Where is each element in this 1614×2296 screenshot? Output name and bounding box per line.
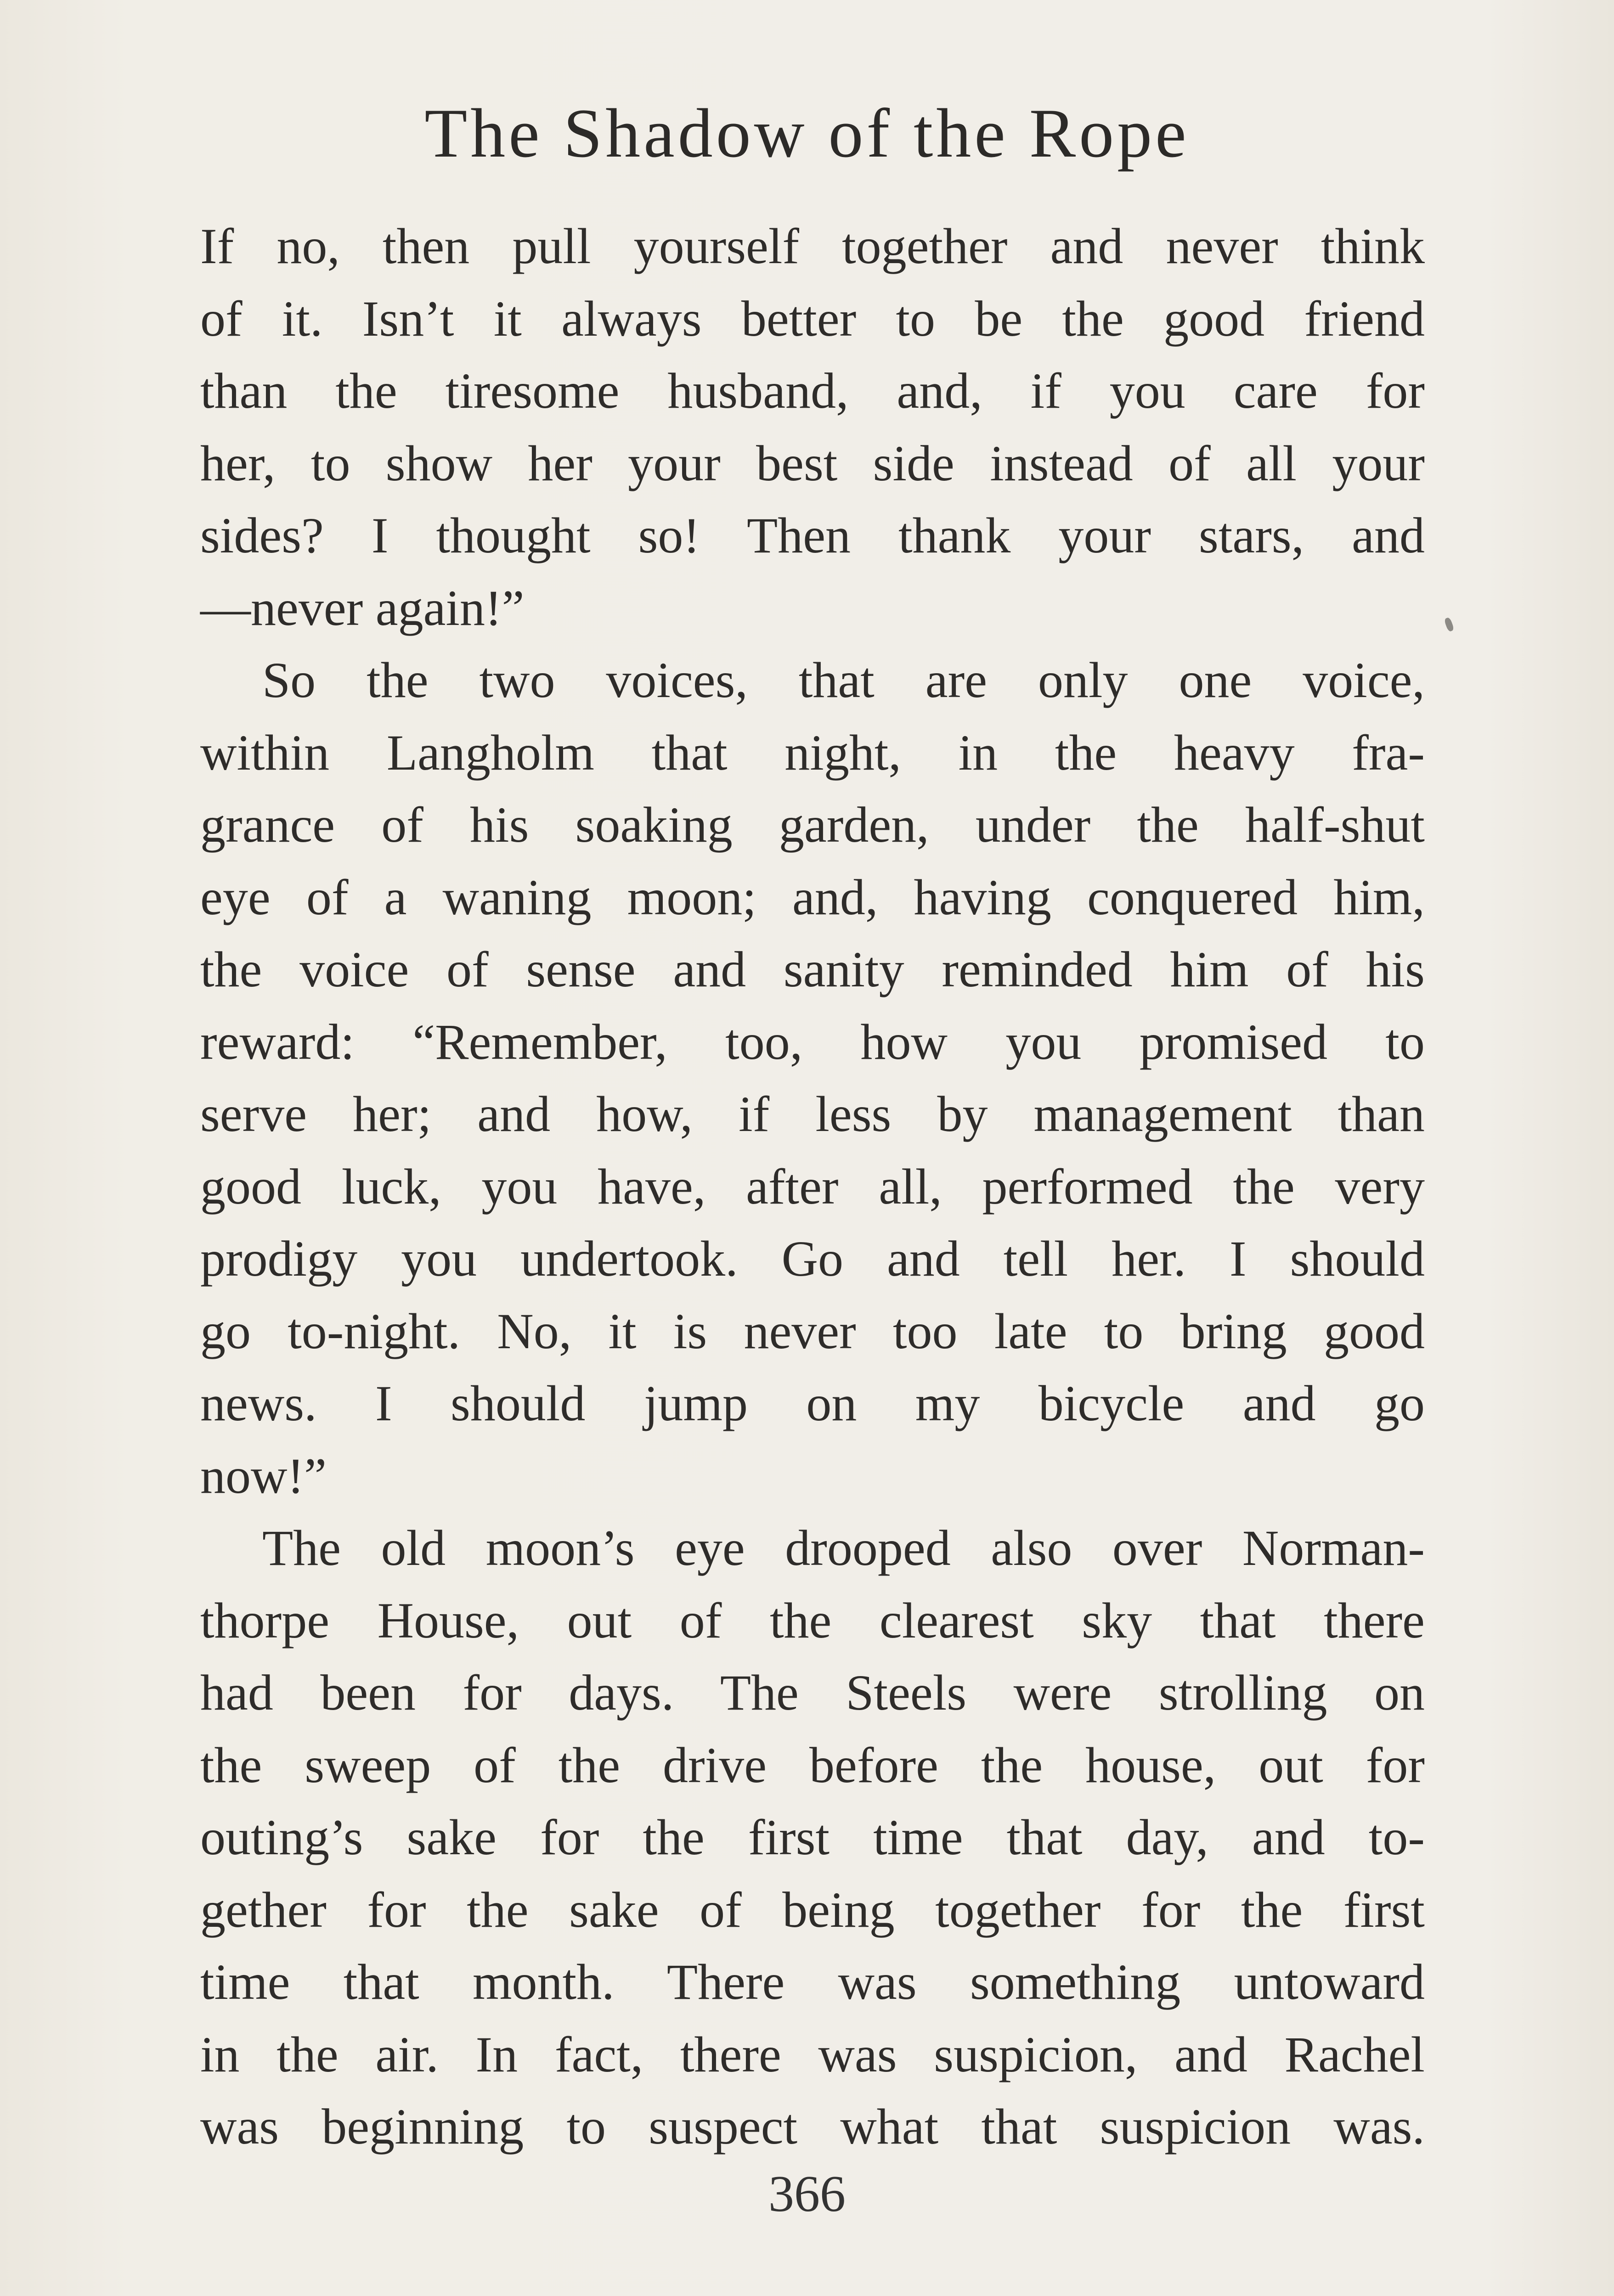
text-line: thorpe House, out of the clearest sky that there bbox=[200, 1592, 1425, 1649]
text-line: time that month. There was something untoward bbox=[200, 1954, 1425, 2010]
text-line: So the two voices, that are only one voice, bbox=[262, 652, 1425, 708]
page-number: 366 bbox=[768, 2166, 846, 2223]
text-line: gether for the sake of being together for the first bbox=[200, 1881, 1425, 1938]
text-line: prodigy you undertook. Go and tell her. I should bbox=[200, 1231, 1425, 1287]
text-line: eye of a waning moon; and, having conquered him, bbox=[200, 869, 1425, 925]
text-line: in the air. In fact, there was suspicion, and Rachel bbox=[200, 2026, 1425, 2082]
text-line: sides? I thought so! Then thank your stars, and bbox=[200, 507, 1425, 563]
text-line: of it. Isn’t it always better to be the good friend bbox=[200, 290, 1425, 347]
text-line: the sweep of the drive before the house, out for bbox=[200, 1737, 1425, 1793]
text-line: had been for days. The Steels were strolling on bbox=[200, 1665, 1425, 1721]
text-line: good luck, you have, after all, performed the very bbox=[200, 1158, 1425, 1215]
running-head: The Shadow of the Rope bbox=[424, 95, 1190, 172]
text-line: now!” bbox=[200, 1447, 327, 1504]
text-line: grance of his soaking garden, under the half-shut bbox=[200, 797, 1425, 853]
text-line: than the tiresome husband, and, if you care for bbox=[200, 363, 1425, 419]
text-line: If no, then pull yourself together and never think bbox=[200, 218, 1425, 274]
text-line: was beginning to suspect what that suspicion was. bbox=[200, 2099, 1425, 2155]
text-line: The old moon’s eye drooped also over Norman- bbox=[262, 1520, 1425, 1576]
text-line: reward: “Remember, too, how you promised to bbox=[200, 1013, 1425, 1070]
text-line: the voice of sense and sanity reminded him of his bbox=[200, 941, 1425, 997]
text-line: outing’s sake for the first time that day, and to- bbox=[200, 1809, 1425, 1865]
text-line: within Langholm that night, in the heavy fra- bbox=[200, 724, 1425, 781]
body-text bbox=[200, 210, 1425, 2163]
text-line: go to-night. No, it is never too late to bring good bbox=[200, 1303, 1425, 1359]
stray-ink-mark bbox=[1444, 617, 1454, 632]
text-line: serve her; and how, if less by management than bbox=[200, 1086, 1425, 1142]
text-line: her, to show her your best side instead of all your bbox=[200, 435, 1425, 491]
text-line: news. I should jump on my bicycle and go bbox=[200, 1375, 1425, 1431]
text-line: —never again!” bbox=[200, 580, 525, 636]
